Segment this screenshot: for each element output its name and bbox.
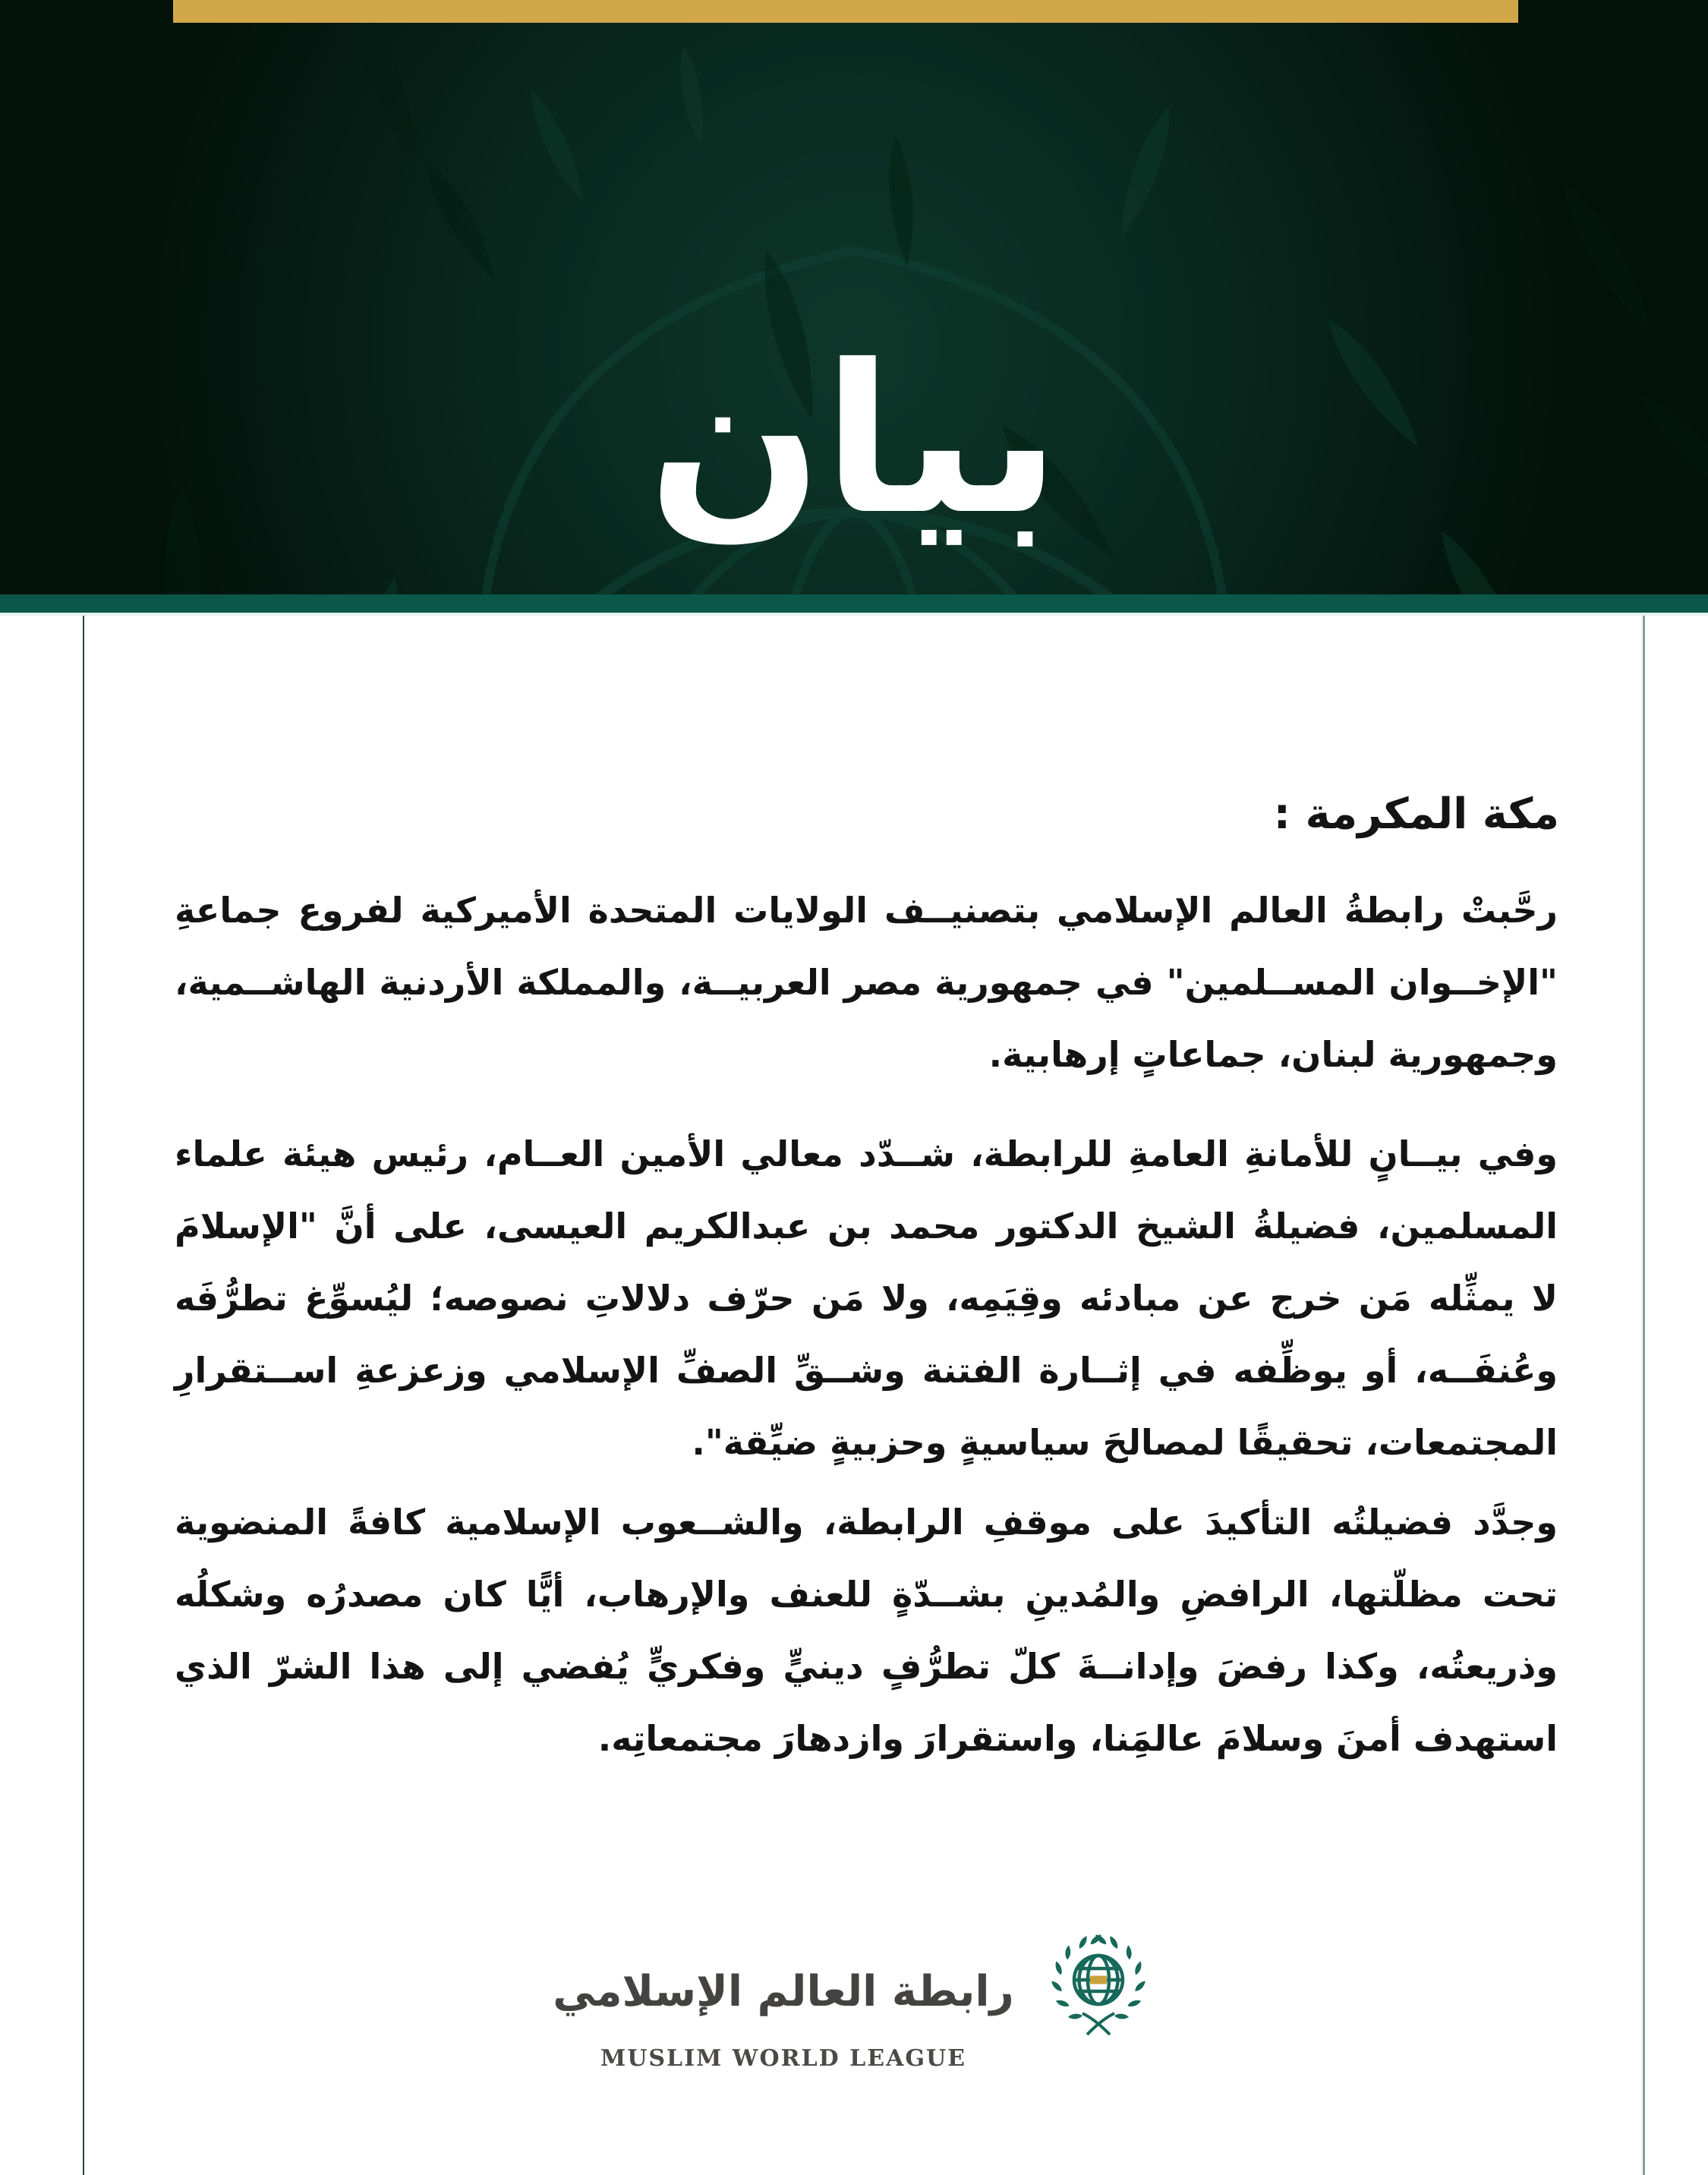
paragraph-line: المسلمين، فضيلةُ الشيخ الدكتور محمد بن عبدالكريم العيسى، على أنَّ "الإسلامَ — [175, 1206, 1558, 1247]
paragraph-line: لا يمثِّله مَن خرج عن مبادئه وقِيَمِه، ولا مَن حرّف دلالاتِ نصوصه؛ ليُسوِّغ تطرُّفَه — [175, 1278, 1558, 1319]
paragraph-1 — [175, 875, 1558, 1091]
paragraph-line: "الإخــوان المســلمين" في جمهورية مصر العربيــة، والمملكة الأردنية الهاشــمية، — [175, 962, 1558, 1003]
paragraph-line: وفي بيــانٍ للأمانةِ العامةِ للرابطة، شــدّد معالي الأمين العــام، رئيس هيئة علماء — [175, 1133, 1558, 1174]
mwl-english-name: MUSLIM WORLD LEAGUE — [600, 2045, 966, 2072]
paragraph-2 — [175, 1118, 1558, 1479]
statement-calligraphy-title: بيان — [648, 320, 1060, 560]
paragraph-line: وعُنفَــه، أو يوظِّفه في إثــارة الفتنة وشــقِّ الصفِّ الإسلامي وزعزعةِ اســتقرارِ — [175, 1350, 1558, 1391]
globe-wreath-icon — [1042, 1934, 1155, 2042]
paragraph-line: تحت مظلّتها، الرافضِ والمُدينِ بشــدّةٍ للعنف والإرهاب، أيًّا كان مصدرُه وشكلُه — [175, 1574, 1558, 1615]
teal-divider-strip — [0, 594, 1708, 616]
header-banner — [0, 0, 1708, 594]
paragraph-line: رحَّبتْ رابطةُ العالم الإسلامي بتصنيــف الولايات المتحدة الأميركية لفروع جماعةِ — [175, 890, 1558, 931]
paragraph-line: وذريعتُه، وكذا رفضَ وإدانــةَ كلّ تطرُّفٍ دينيٍّ وفكريٍّ يُفضي إلى هذا الشرّ الذي — [175, 1646, 1558, 1687]
paragraph-line: وجمهورية لبنان، جماعاتٍ إرهابية. — [988, 1034, 1558, 1075]
paragraph-line: المجتمعات، تحقيقًا لمصالحَ سياسيةٍ وحزبيةٍ ضيِّقة". — [692, 1422, 1558, 1463]
mwl-logo-text — [553, 1953, 1014, 2072]
mwl-logo — [0, 1927, 1708, 2072]
kaaba-gold-band — [1090, 1976, 1107, 1984]
mwl-arabic-name: رابطة العالم الإسلامي — [553, 1967, 1014, 2016]
gold-accent-bar — [173, 0, 1518, 23]
paragraph-line: وجدَّد فضيلتُه التأكيدَ على موقفِ الرابطة، والشــعوب الإسلامية كافةً المنضوية — [175, 1502, 1558, 1543]
paragraph-3 — [175, 1486, 1558, 1775]
paragraph-line: استهدف أمنَ وسلامَ عالمَِنا، واستقرارَ وازدهارَ مجتمعاتِه. — [597, 1718, 1558, 1759]
city-heading: مكة المكرمة : — [1273, 790, 1559, 839]
